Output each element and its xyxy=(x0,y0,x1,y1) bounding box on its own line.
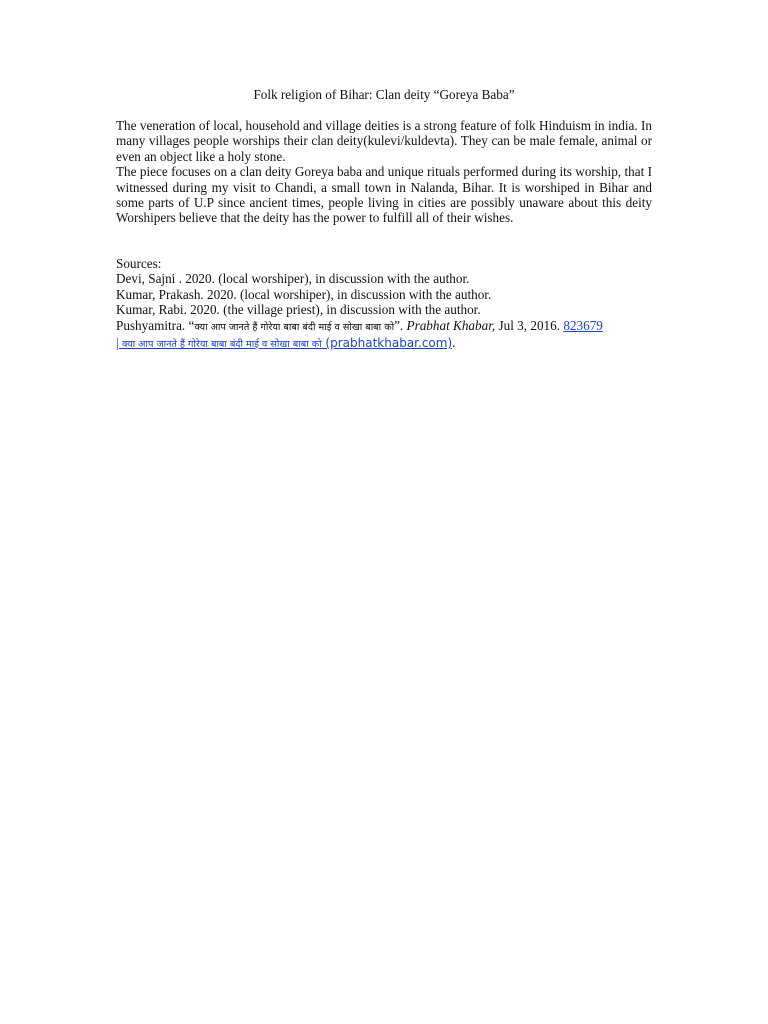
ref-close-quote: ”. xyxy=(394,317,407,333)
ref-author: Pushyamitra. “ xyxy=(116,317,195,333)
sources-section xyxy=(116,256,652,352)
document-title: Folk religion of Bihar: Clan deity “Goreya Baba” xyxy=(253,87,515,102)
source-entry-web xyxy=(116,318,652,335)
ref-link-id[interactable]: 823679 xyxy=(563,317,603,333)
ref-date: Jul 3, 2016. xyxy=(495,317,564,333)
ref-link[interactable] xyxy=(116,335,452,350)
ref-link-sep: | xyxy=(116,335,122,351)
source-entry-web-cont xyxy=(116,335,652,352)
ref-publication: Prabhat Khabar, xyxy=(406,317,496,333)
source-entry: Kumar, Prakash. 2020. (local worshiper), in discussion with the author. xyxy=(116,286,492,302)
paragraph-focus: The piece focuses on a clan deity Goreya baba and unique rituals performed during its worship, that I witnessed during my visit to Chandi, a small town in Nalanda, Bihar. It is worshiped in Bihar and some parts of U.P since ancient times, people living in cities are possibly unaware about this deity Worshipers believe that the deity has the power to fulfill all of their wishes. xyxy=(116,164,652,226)
source-entry: Kumar, Rabi. 2020. (the village priest), in discussion with the author. xyxy=(116,302,481,318)
ref-link-hindi: क्या आप जानते हैं गोरेया बाबा बंदी माई व सोखा बाबा को xyxy=(121,339,322,351)
ref-hindi-title: क्या आप जानते हैं गोरेया बाबा बंदी माई व सोखा बाबा को xyxy=(194,321,395,333)
sources-heading: Sources: xyxy=(116,256,162,271)
document-body xyxy=(116,118,652,226)
ref-end: . xyxy=(452,335,456,351)
ref-link-site: (prabhatkhabar.com) xyxy=(321,336,453,351)
source-entry: Devi, Sajni . 2020. (local worshiper), in discussion with the author. xyxy=(116,271,470,287)
paragraph-intro: The veneration of local, household and village deities is a strong feature of folk Hinduism in india. In many villages people worships their clan deity(kulevi/kuldevta). They can be male female, animal or even an object like a holy stone. xyxy=(116,118,652,164)
